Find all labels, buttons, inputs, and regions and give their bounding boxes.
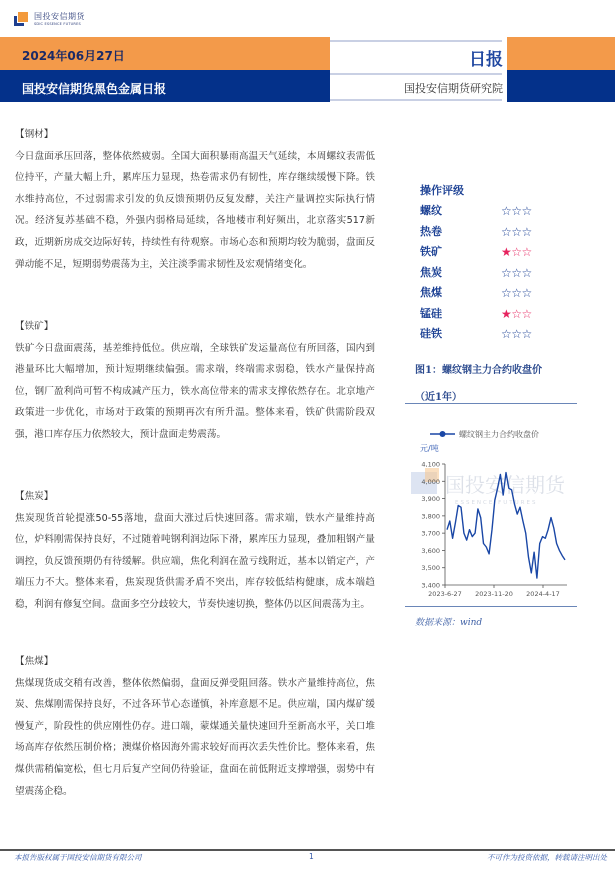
operation-rating xyxy=(420,180,580,345)
star-rating-icon: ★☆☆ xyxy=(501,306,532,321)
star-rating-icon: ☆☆☆ xyxy=(501,204,532,218)
page-number: 1 xyxy=(309,852,314,861)
section-heading: 【焦煤】 xyxy=(15,656,54,667)
section-body: 焦炭现货首轮提涨50-55落地，盘面大涨过后快速回落。需求端，铁水产量维持高位，炉料刚需保持良好，不过随着吨钢利润边际下滑，累库压力显现，叠加粗钢产量调控，负反馈预期仍有待缓解。供应端，焦化利润在盈亏线附近，基本以销定产，产端压力不大。整体来看，焦炭现货供需矛盾不突出，库存较低结构健康，成本端趋稳，利润有修复空间。盘面多空分歧较大，节奏快速切换，整体仍以区间震荡为主。 xyxy=(15,512,375,610)
rating-row xyxy=(420,283,580,304)
rating-row xyxy=(420,263,580,284)
svg-text:3,800: 3,800 xyxy=(421,512,440,521)
section-iron-ore xyxy=(15,316,375,446)
svg-text:3,900: 3,900 xyxy=(421,495,440,504)
svg-text:3,600: 3,600 xyxy=(421,546,440,555)
footer-rule xyxy=(0,849,615,851)
header-navy-bar-right xyxy=(507,70,615,102)
header-orange-bar-right xyxy=(507,37,615,70)
svg-text:3,500: 3,500 xyxy=(421,564,440,573)
svg-text:2023-6-27: 2023-6-27 xyxy=(428,590,462,598)
svg-text:螺纹钢主力合约收盘价: 螺纹钢主力合约收盘价 xyxy=(459,430,539,439)
svg-text:3,400: 3,400 xyxy=(421,581,440,590)
svg-text:ESSENCE FUTURES: ESSENCE FUTURES xyxy=(455,500,538,506)
section-body: 铁矿今日盘面震荡，基差维持低位。供应端，全球铁矿发运量高位有所回落，国内到港量环比大幅增加，预计短期继续偏强。需求端，终端需求弱稳，铁水产量保持高位，钢厂盈利尚可暂不构成减产压力，铁水高位带来的需求支撑依然存在。北京地产政策进一步优化，市场对于政策的预期再次有所升温。整体来看，铁矿供需阶段双强，港口库存压力依然较大，预计盘面走势震荡。 xyxy=(15,342,375,440)
star-rating-icon: ★☆☆ xyxy=(501,245,532,259)
rating-row xyxy=(420,242,580,263)
logo-mark-icon xyxy=(14,12,28,26)
rating-commodity: 硅铁 xyxy=(420,327,442,340)
section-heading: 【钢材】 xyxy=(15,129,54,140)
svg-text:2023-11-20: 2023-11-20 xyxy=(475,590,513,598)
section-heading: 【焦炭】 xyxy=(15,491,54,502)
logo-name-en: SDIC ESSENCE FUTURES xyxy=(34,22,81,26)
divider xyxy=(330,73,502,75)
report-title: 国投安信期货黑色金属日报 xyxy=(22,82,167,96)
divider xyxy=(330,40,502,42)
section-coke xyxy=(15,486,375,616)
section-body: 今日盘面承压回落，整体依然疲弱。全国大面积暴雨高温天气延续，本周螺纹表需低位持平，产量大幅上升，累库压力显现，热卷需求仍有韧性，库存继续缓慢下降。铁水维持高位，不过弱需求引发的负反馈预期仍反复发酵，关注产量调控实际执行情况。经济复苏基础不稳，外强内弱格局延续，各地楼市利好频出，北京落实517新政，近期新房成交边际好转，持续性有待观察。市场心态和预期均较为脆弱，盘面反弹动能不足，短期弱势震荡为主，关注淡季需求韧性及宏观情绪变化。 xyxy=(15,150,375,270)
data-source: 数据来源：wind xyxy=(415,618,483,628)
report-date: 2024年06月27日 xyxy=(22,49,125,63)
svg-text:4,100: 4,100 xyxy=(421,460,440,469)
section-heading: 【铁矿】 xyxy=(15,321,54,332)
section-coking-coal xyxy=(15,651,375,802)
rating-commodity: 热卷 xyxy=(420,224,442,238)
section-body: 焦煤现货成交稍有改善，整体依然偏弱，盘面反弹受阻回落。铁水产量维持高位，焦炭、焦煤刚需保持良好，不过各环节心态谨慎，补库意愿不足。供应端，国内煤矿缓慢复产，阶段性的供应刚性仍存。进口端，蒙煤通关量快速回升至新高水平，关口堆场高库存依然压制价格；澳煤价格因海外需求较好而再次丢失性价比。整体来看，焦煤供需稍偏宽松，但七月后复产空间仍待验证，盘面在前低附近支撑增强，弱势中有望震荡企稳。 xyxy=(15,677,375,797)
rating-row xyxy=(420,222,580,243)
section-steel xyxy=(15,124,375,275)
star-rating-icon: ☆☆☆ xyxy=(501,286,532,300)
rating-commodity: 螺纹 xyxy=(420,204,442,217)
star-rating-icon: ☆☆☆ xyxy=(501,265,532,280)
rating-commodity: 铁矿 xyxy=(420,245,442,258)
rating-row xyxy=(420,304,580,325)
svg-text:国投安信期货: 国投安信期货 xyxy=(445,473,565,497)
figure-bottom-rule xyxy=(405,606,577,607)
rating-row xyxy=(420,201,580,222)
figure-title-line1: 图1：螺纹钢主力合约收盘价 xyxy=(415,365,542,376)
footer-disclaimer: 不可作为投资依据，转载请注明出处 xyxy=(487,853,607,862)
rating-title: 操作评级 xyxy=(420,184,464,197)
rebar-price-chart xyxy=(395,420,585,610)
figure-top-rule xyxy=(405,403,577,404)
svg-text:3,700: 3,700 xyxy=(421,529,440,538)
divider xyxy=(330,99,502,101)
institute-name: 国投安信期货研究院 xyxy=(404,82,503,95)
figure-title-line2: （近1年） xyxy=(415,392,462,403)
svg-text:元/吨: 元/吨 xyxy=(420,444,439,453)
report-type: 日报 xyxy=(469,50,503,70)
logo-name-cn: 国投安信期货 xyxy=(34,12,85,21)
rating-commodity: 焦炭 xyxy=(420,265,442,279)
rating-commodity: 锰硅 xyxy=(420,306,442,320)
svg-text:2024-4-17: 2024-4-17 xyxy=(526,590,560,598)
svg-text:4,000: 4,000 xyxy=(421,477,440,486)
rating-row xyxy=(420,324,580,345)
rating-commodity: 焦煤 xyxy=(420,286,442,299)
footer-copyright: 本报告版权属于国投安信期货有限公司 xyxy=(14,853,142,862)
star-rating-icon: ☆☆☆ xyxy=(501,327,532,341)
company-logo xyxy=(14,10,104,32)
star-rating-icon: ☆☆☆ xyxy=(501,224,532,239)
